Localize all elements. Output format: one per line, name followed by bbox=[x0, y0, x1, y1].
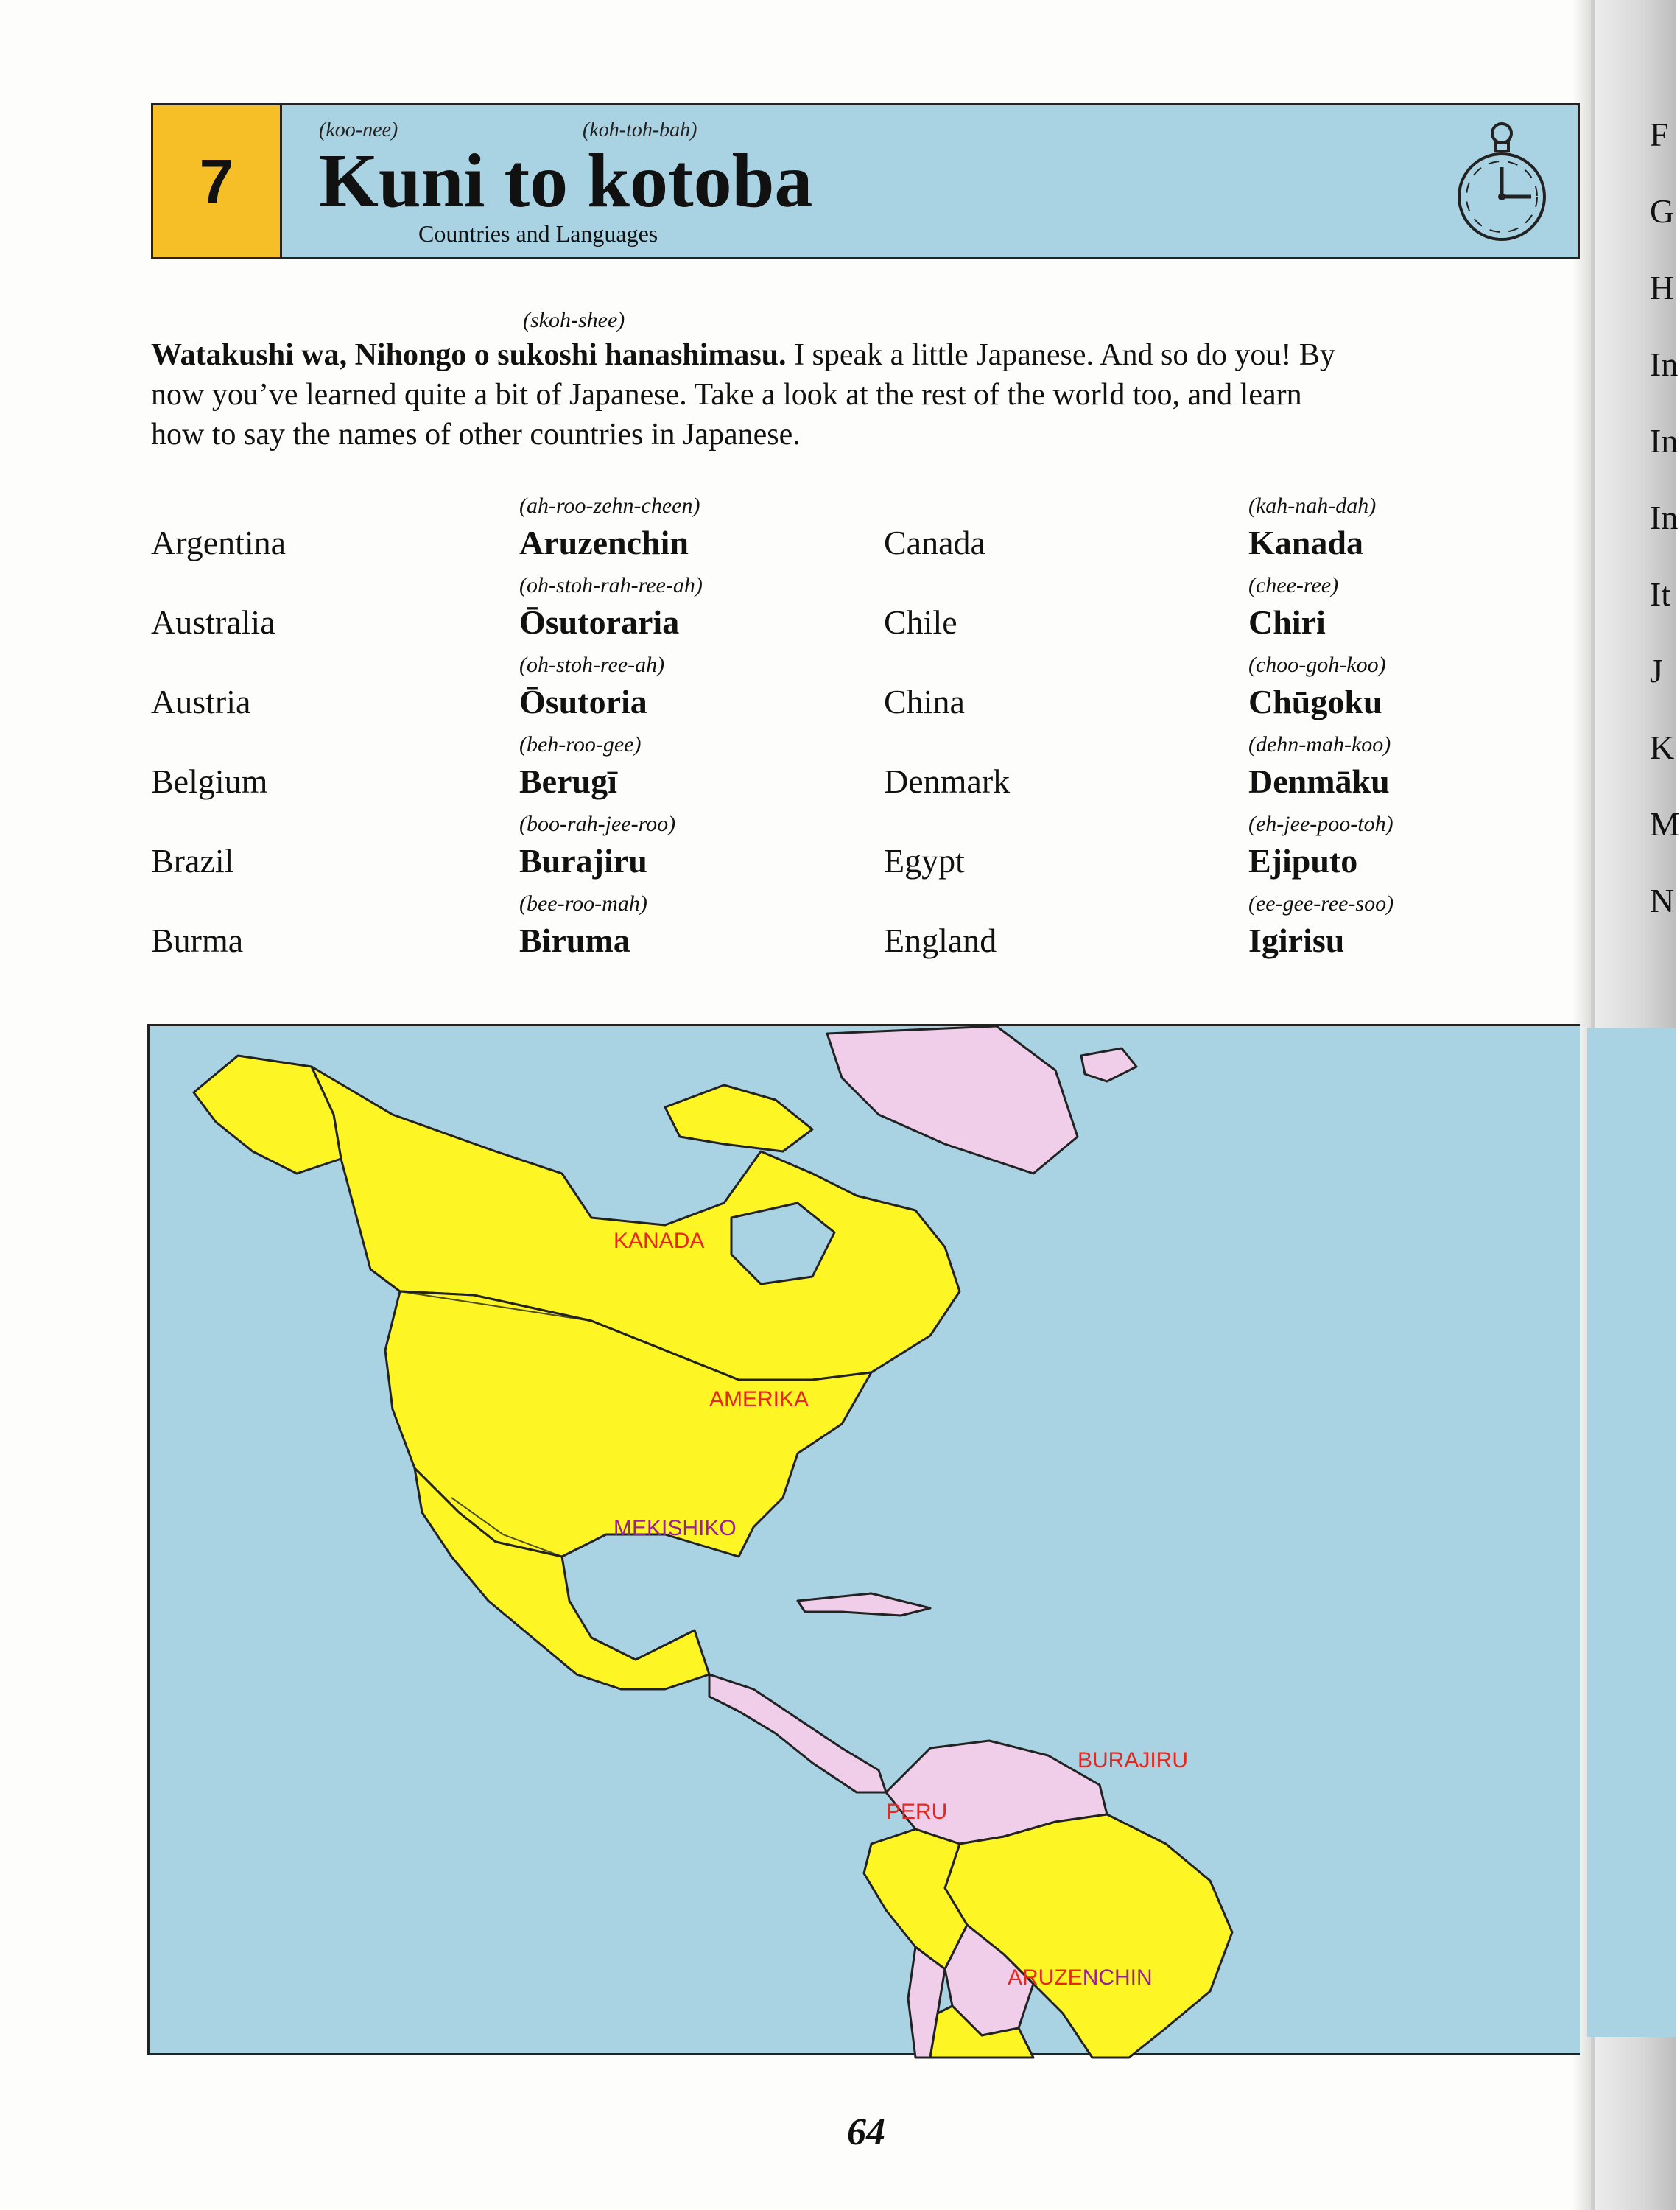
map-label-aruzenchin-part-1: ARUZE bbox=[1008, 1965, 1083, 1990]
pronunciation-kotoba: (koh-toh-bah) bbox=[583, 119, 697, 141]
chapter-banner bbox=[151, 103, 1580, 259]
map-label-mekishiko: MEKISHIKO bbox=[614, 1516, 737, 1540]
vocab-japanese: Aruzenchin bbox=[519, 524, 689, 561]
americas-map bbox=[147, 1024, 1580, 2055]
vocab-pronunciation: (kah-nah-dah) bbox=[1248, 494, 1377, 518]
edge-letter: In bbox=[1650, 499, 1679, 536]
map-label-aruzenchin-part-2: NCHIN bbox=[1082, 1965, 1153, 1990]
vocab-english: Egypt bbox=[884, 842, 965, 880]
intro-line-3: how to say the names of other countries in Japanese. bbox=[151, 418, 801, 452]
vocab-english: Australia bbox=[151, 603, 275, 641]
map-shapes bbox=[150, 1026, 1582, 2058]
vocab-english: Chile bbox=[884, 603, 957, 641]
vocab-japanese: Ōsutoraria bbox=[519, 603, 680, 641]
vocab-japanese: Chūgoku bbox=[1248, 683, 1382, 720]
vocab-pronunciation: (boo-rah-jee-roo) bbox=[519, 812, 676, 836]
intro-line-1: I speak a little Japanese. And so do you! By bbox=[786, 338, 1335, 372]
page-number: 64 bbox=[847, 2111, 885, 2153]
map-label-peru: PERU bbox=[886, 1800, 948, 1824]
vocab-pronunciation: (ah-roo-zehn-cheen) bbox=[519, 494, 700, 518]
edge-letter: J bbox=[1650, 652, 1663, 690]
vocab-english: Denmark bbox=[884, 762, 1011, 800]
chapter-number: 7 bbox=[153, 105, 282, 257]
vocab-japanese: Chiri bbox=[1248, 603, 1326, 641]
edge-letter: G bbox=[1650, 192, 1675, 230]
chapter-title: Kuni to kotoba bbox=[319, 138, 813, 223]
vocab-english: Belgium bbox=[151, 762, 268, 800]
iceland-shape bbox=[1081, 1048, 1136, 1081]
central-america-shape bbox=[709, 1674, 886, 1792]
edge-letter: M bbox=[1650, 805, 1680, 843]
map-label-amerika: AMERIKA bbox=[709, 1387, 809, 1411]
vocab-japanese: Kanada bbox=[1248, 524, 1363, 561]
vocab-pronunciation: (oh-stoh-rah-ree-ah) bbox=[519, 573, 703, 597]
chapter-subtitle: Countries and Languages bbox=[418, 220, 658, 247]
vocab-japanese: Berugī bbox=[519, 762, 617, 800]
vocab-english: Austria bbox=[151, 683, 251, 720]
arctic-islands-shape bbox=[665, 1085, 812, 1151]
vocab-pronunciation: (ee-gee-ree-soo) bbox=[1248, 891, 1394, 916]
pronunciation-sukoshi: (skoh-shee) bbox=[523, 308, 625, 332]
vocab-pronunciation: (chee-ree) bbox=[1248, 573, 1339, 597]
vocab-japanese: Ōsutoria bbox=[519, 683, 647, 720]
vocab-japanese: Igirisu bbox=[1248, 922, 1345, 959]
edge-letter: It bbox=[1650, 575, 1671, 613]
intro-paragraph bbox=[151, 335, 1572, 455]
stopwatch-icon bbox=[1447, 114, 1557, 254]
edge-letter: K bbox=[1650, 729, 1675, 766]
edge-letter: H bbox=[1650, 269, 1675, 306]
edge-letter: N bbox=[1650, 882, 1675, 919]
vocab-pronunciation: (beh-roo-gee) bbox=[519, 732, 642, 757]
vocab-english: Brazil bbox=[151, 842, 234, 880]
vocab-pronunciation: (bee-roo-mah) bbox=[519, 891, 647, 916]
map-label-kanada: KANADA bbox=[614, 1229, 705, 1253]
vocab-english: England bbox=[884, 922, 997, 959]
vocab-pronunciation: (choo-goh-koo) bbox=[1248, 653, 1386, 677]
vocab-japanese: Burajiru bbox=[519, 842, 647, 880]
vocab-japanese: Ejiputo bbox=[1248, 842, 1358, 880]
vocab-english: Canada bbox=[884, 524, 985, 561]
greenland-shape bbox=[827, 1026, 1078, 1174]
vocab-english: Burma bbox=[151, 922, 244, 959]
vocab-pronunciation: (eh-jee-poo-toh) bbox=[1248, 812, 1393, 836]
vocab-english: China bbox=[884, 683, 965, 720]
vocab-japanese: Biruma bbox=[519, 922, 630, 959]
edge-letter: In bbox=[1650, 422, 1679, 460]
map-label-burajiru: BURAJIRU bbox=[1078, 1748, 1189, 1772]
pronunciation-kuni: (koo-nee) bbox=[319, 119, 398, 141]
vocab-pronunciation: (dehn-mah-koo) bbox=[1248, 732, 1391, 757]
intro-bold-sentence: Watakushi wa, Nihongo o sukoshi hanashimasu. bbox=[151, 338, 787, 372]
intro-line-2: now you’ve learned quite a bit of Japanese. Take a look at the rest of the world too, and learn bbox=[151, 378, 1302, 412]
edge-letter: In bbox=[1650, 345, 1679, 383]
cuba-shape bbox=[798, 1593, 930, 1616]
vocab-pronunciation: (oh-stoh-ree-ah) bbox=[519, 653, 665, 677]
facing-page-letters bbox=[1650, 116, 1680, 961]
vocab-japanese: Denmāku bbox=[1248, 762, 1390, 800]
facing-page-map-edge bbox=[1587, 1028, 1676, 2037]
vocab-english: Argentina bbox=[151, 524, 287, 561]
edge-letter: F bbox=[1650, 116, 1669, 153]
map-label-aruzenchin bbox=[1008, 1965, 1153, 1990]
